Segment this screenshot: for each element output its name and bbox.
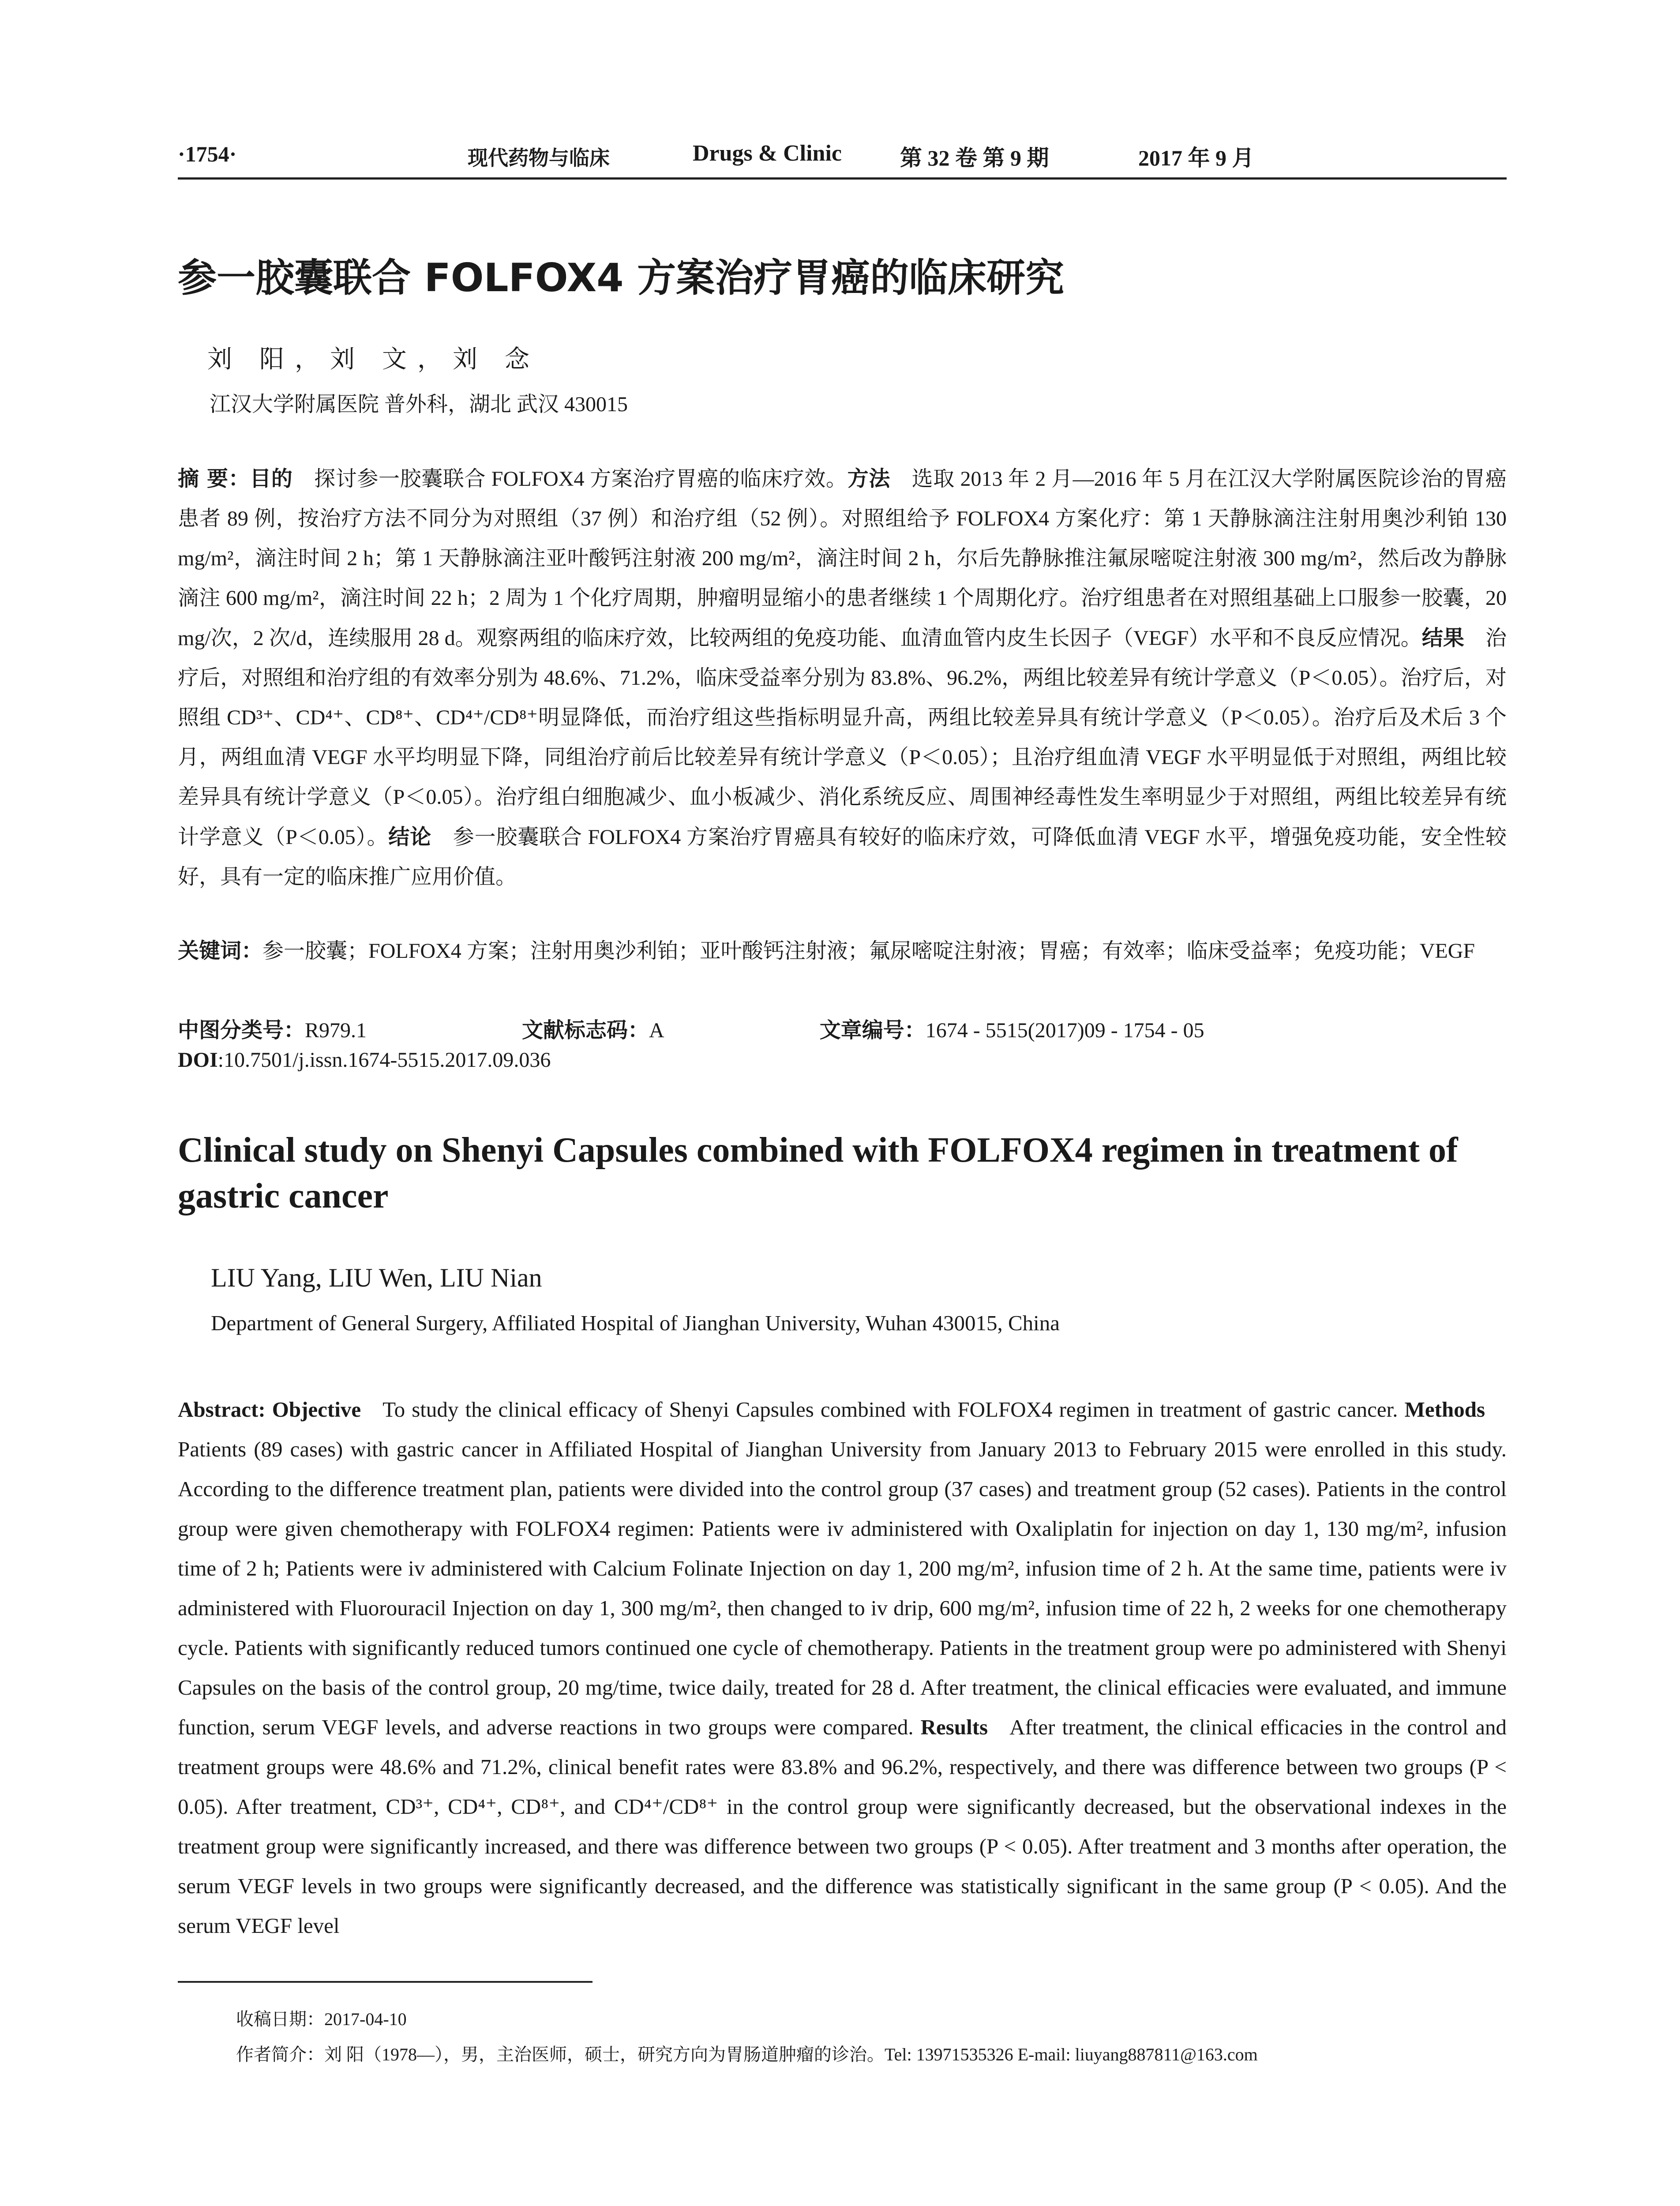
authors-en: LIU Yang, LIU Wen, LIU Nian (211, 1263, 542, 1292)
doi-line (178, 1048, 551, 1072)
objective-text-cn: 探讨参一胶囊联合 FOLFOX4 方案治疗胃癌的临床疗效。 (314, 467, 848, 491)
methods-label-cn: 方法 (847, 466, 890, 491)
journal-name-cn: 现代药物与临床 (468, 146, 610, 170)
journal-name-en: Drugs & Clinic (693, 141, 842, 166)
objective-label-cn: 目的 (250, 466, 293, 491)
abstract-en-label: Abstract: Objective (178, 1397, 361, 1422)
journal-volume-issue: 第 32 卷 第 9 期 (900, 146, 1049, 170)
page-number: ·1754· (178, 142, 237, 166)
methods-label-en: Methods (1404, 1397, 1485, 1422)
article-number-value: 1674 - 5515(2017)09 - 1754 - 05 (925, 1019, 1204, 1042)
abstract-cn (178, 459, 1507, 897)
abstract-cn-label: 摘 要： (178, 466, 250, 491)
header-divider (178, 177, 1507, 180)
doi-value[interactable]: :10.7501/j.issn.1674-5515.2017.09.036 (218, 1048, 551, 1072)
doi-label: DOI (178, 1048, 218, 1072)
abstract-en (178, 1390, 1507, 1946)
received-date: 收稿日期：2017-04-10 (236, 2009, 407, 2029)
methods-text-cn: 选取 2013 年 2 月—2016 年 5 月在江汉大学附属医院诊治的胃癌患者 89 例，按治疗方法不同分为对照组（37 例）和治疗组（52 例）。对照组给予 FOLFOX4 方案化疗：第 1 天静脉滴注注射用奥沙利铂 130 mg/m²，滴注时间 2 h；第 1 天静脉滴注亚叶酸钙注射液 200 mg/m²，滴注时间 2 h，尔后先静脉推注氟尿嘧啶注射液 300 mg/m²，然后改为静脉滴注 600 mg/m²，滴注时间 22 h；2 周为 1 个化疗周期，肿瘤明显缩小的患者继续 1 个周期化疗。治疗组患者在对照组基础上口服参一胶囊，20 mg/次，2 次/d，连续服用 28 d。观察两组的临床疗效，比较两组的免疫功能、血清血管内皮生长因子（VEGF）水平和不良反应情况。 (178, 467, 1507, 650)
conclusion-label-cn: 结论 (388, 825, 431, 849)
article-title-cn: 参一胶囊联合 FOLFOX4 方案治疗胃癌的临床研究 (178, 255, 1065, 300)
authors-cn: 刘 阳，刘 文，刘 念 (207, 346, 540, 373)
results-text-en: After treatment, the clinical efficacies in the control and treatment groups were 48.6% and 71.2%, clinical benefit rates were 83.8% and 96.2%, respectively, and there was difference between two groups (P < 0.05). After treatment, CD³⁺, CD⁴⁺, CD⁸⁺, and CD⁴⁺/CD⁸⁺ in the control group were significantly decreased, but the observational indexes in the treatment group were significantly increased, and there was difference between two groups (P < 0.05). After treatment and 3 months after operation, the serum VEGF levels in two groups were significantly decreased, and the difference was statistically significant in the same group (P < 0.05). And the serum VEGF level (178, 1715, 1507, 1938)
doc-code-value: A (649, 1019, 664, 1042)
journal-date: 2017 年 9 月 (1138, 146, 1254, 170)
footnote-divider (178, 1981, 592, 1983)
clc-label: 中图分类号： (178, 1018, 305, 1043)
results-label-cn: 结果 (1421, 626, 1464, 650)
keywords-text-cn: 参一胶囊；FOLFOX4 方案；注射用奥沙利铂；亚叶酸钙注射液；氟尿嘧啶注射液；胃癌；有效率；临床受益率；免疫功能；VEGF (262, 939, 1475, 963)
classification-line (178, 1010, 1507, 1050)
doc-code-label: 文献标志码： (522, 1018, 649, 1043)
keywords-cn (178, 931, 1507, 971)
methods-text-en: Patients (89 cases) with gastric cancer in Affiliated Hospital of Jianghan University from January 2013 to February 2015 were enrolled in this study. According to the difference treatment plan, patients were divided into the control group (37 cases) and treatment group (52 cases). Patients in the control group were given chemotherapy with FOLFOX4 regimen: Patients were iv administered with Oxaliplatin for injection on day 1, 130 mg/m², infusion time of 2 h; Patients were iv administered with Calcium Folinate Injection on day 1, 200 mg/m², infusion time of 2 h. At the same time, patients were iv administered with Fluorouracil Injection on day 1, 300 mg/m², then changed to iv drip, 600 mg/m², infusion time of 22 h, 2 weeks for one chemotherapy cycle. Patients with significantly reduced tumors continued one cycle of chemotherapy. Patients in the treatment group were po administered with Shenyi Capsules on the basis of the control group, 20 mg/time, twice daily, treated for 28 d. After treatment, the clinical efficacies were evaluated, and immune function, serum VEGF levels, and adverse reactions in two groups were compared. (178, 1437, 1507, 1739)
results-label-en: Results (920, 1715, 988, 1739)
author-bio: 作者简介：刘 阳（1978—），男，主治医师，硕士，研究方向为胃肠道肿瘤的诊治。Tel: 13971535326 E-mail: liuyang887811@163.com (236, 2045, 1258, 2064)
objective-text-en: To study the clinical efficacy of Shenyi Capsules combined with FOLFOX4 regimen in treatment of gastric cancer. (382, 1397, 1398, 1422)
article-title-en: Clinical study on Shenyi Capsules combined with FOLFOX4 regimen in treatment of gastric cancer (178, 1131, 1458, 1216)
results-text-cn: 治疗后，对照组和治疗组的有效率分别为 48.6%、71.2%，临床受益率分别为 83.8%、96.2%，两组比较差异有统计学意义（P＜0.05）。治疗后，对照组 CD³⁺、CD⁴⁺、CD⁸⁺、CD⁴⁺/CD⁸⁺明显降低，而治疗组这些指标明显升高，两组比较差异具有统计学意义（P＜0.05）。治疗后及术后 3 个月，两组血清 VEGF 水平均明显下降，同组治疗前后比较差异有统计学意义（P＜0.05）；且治疗组血清 VEGF 水平明显低于对照组，两组比较差异具有统计学意义（P＜0.05）。治疗组白细胞减少、血小板减少、消化系统反应、周围神经毒性发生率明显少于对照组，两组比较差异有统计学意义（P＜0.05）。 (178, 627, 1507, 849)
conclusion-text-cn: 参一胶囊联合 FOLFOX4 方案治疗胃癌具有较好的临床疗效，可降低血清 VEGF 水平，增强免疫功能，安全性较好，具有一定的临床推广应用价值。 (178, 825, 1507, 889)
clc-value: R979.1 (305, 1019, 367, 1042)
article-number-label: 文章编号： (819, 1018, 926, 1043)
affiliation-en: Department of General Surgery, Affiliated Hospital of Jianghan University, Wuhan 430015, China (211, 1311, 1060, 1335)
keywords-label-cn: 关键词： (178, 938, 263, 963)
affiliation-cn: 江汉大学附属医院 普外科，湖北 武汉 430015 (210, 393, 628, 416)
